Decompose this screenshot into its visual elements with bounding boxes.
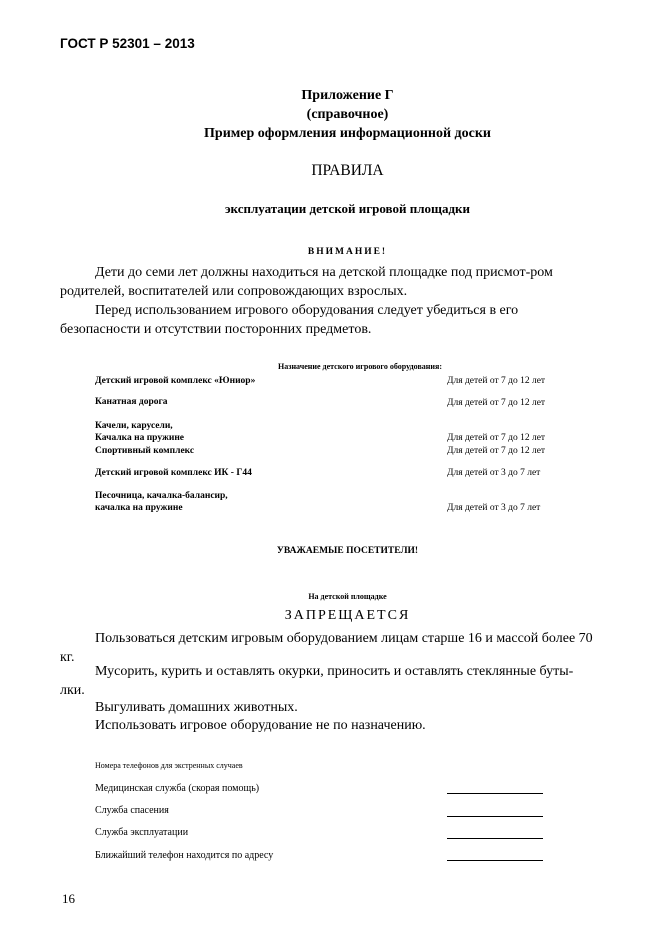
- document-code: ГОСТ Р 52301 – 2013: [60, 36, 195, 51]
- page-number: 16: [62, 891, 75, 906]
- phone-label: Медицинская служба (скорая помощь): [95, 783, 260, 794]
- equipment-name: Детский игровой комплекс ИК - Г44: [95, 468, 252, 478]
- equipment-name: качалка на пружине: [95, 503, 183, 513]
- phone-label: Служба эксплуатации: [95, 827, 189, 838]
- prohibited-item-4: Использовать игровое оборудование не по назначению.: [95, 718, 426, 733]
- equipment-heading: Назначение детского игрового оборудования:: [278, 362, 442, 371]
- attention-label: ВНИМАНИЕ!: [307, 247, 388, 257]
- phones-heading: Номера телефонов для экстренных случаев: [95, 761, 243, 770]
- rules-subheading: эксплуатации детской игровой площадки: [224, 201, 471, 216]
- prohibited-intro: На детской площадке: [308, 592, 387, 601]
- equipment-name: Песочница, качалка-балансир,: [95, 491, 228, 501]
- phone-blank-line: [447, 793, 543, 794]
- prohibited-heading: ЗАПРЕЩАЕТСЯ: [284, 608, 411, 623]
- equipment-age: Для детей от 7 до 12 лет: [447, 433, 546, 443]
- appendix-note: (справочное): [306, 107, 389, 122]
- equipment-age: Для детей от 7 до 12 лет: [447, 376, 546, 386]
- appendix-subtitle: Пример оформления информационной доски: [204, 126, 491, 141]
- equipment-name: Канатная дорога: [95, 397, 168, 407]
- prohibited-item-2: Мусорить, курить и оставлять окурки, приносить и оставлять стеклянные буты-лки.: [60, 664, 574, 698]
- equipment-age: Для детей от 7 до 12 лет: [447, 446, 546, 456]
- equipment-name: Качели, карусели,: [95, 421, 173, 431]
- equipment-age: Для детей от 7 до 12 лет: [447, 398, 546, 408]
- equipment-name: Спортивный комплекс: [95, 446, 195, 456]
- phone-blank-line: [447, 816, 543, 817]
- equipment-age: Для детей от 3 до 7 лет: [447, 503, 541, 513]
- visitors-heading: УВАЖАЕМЫЕ ПОСЕТИТЕЛИ!: [276, 546, 419, 556]
- equipment-age: Для детей от 3 до 7 лет: [447, 468, 541, 478]
- phone-label: Служба спасения: [95, 805, 169, 816]
- attention-paragraph-1: Дети до семи лет должны находиться на детской площадке под присмот-ром родителей, воспитателей или сопровождающих взрослых.: [60, 265, 553, 299]
- rules-heading: ПРАВИЛА: [311, 162, 384, 179]
- prohibited-item-1: Пользоваться детским игровым оборудованием лицам старше 16 и массой более 70 кг.: [60, 631, 593, 665]
- equipment-name: Детский игровой комплекс «Юниор»: [95, 376, 256, 386]
- attention-paragraph-2: Перед использованием игрового оборудования следует убедиться в его безопасности и отсутствии посторонних предметов.: [60, 303, 519, 337]
- appendix-title: Приложение Г: [301, 88, 394, 103]
- phone-blank-line: [447, 838, 543, 839]
- prohibited-item-3: Выгуливать домашних животных.: [95, 700, 298, 715]
- phone-blank-line: [447, 860, 543, 861]
- phone-label: Ближайший телефон находится по адресу: [95, 850, 274, 861]
- equipment-name: Качалка на пружине: [95, 433, 185, 443]
